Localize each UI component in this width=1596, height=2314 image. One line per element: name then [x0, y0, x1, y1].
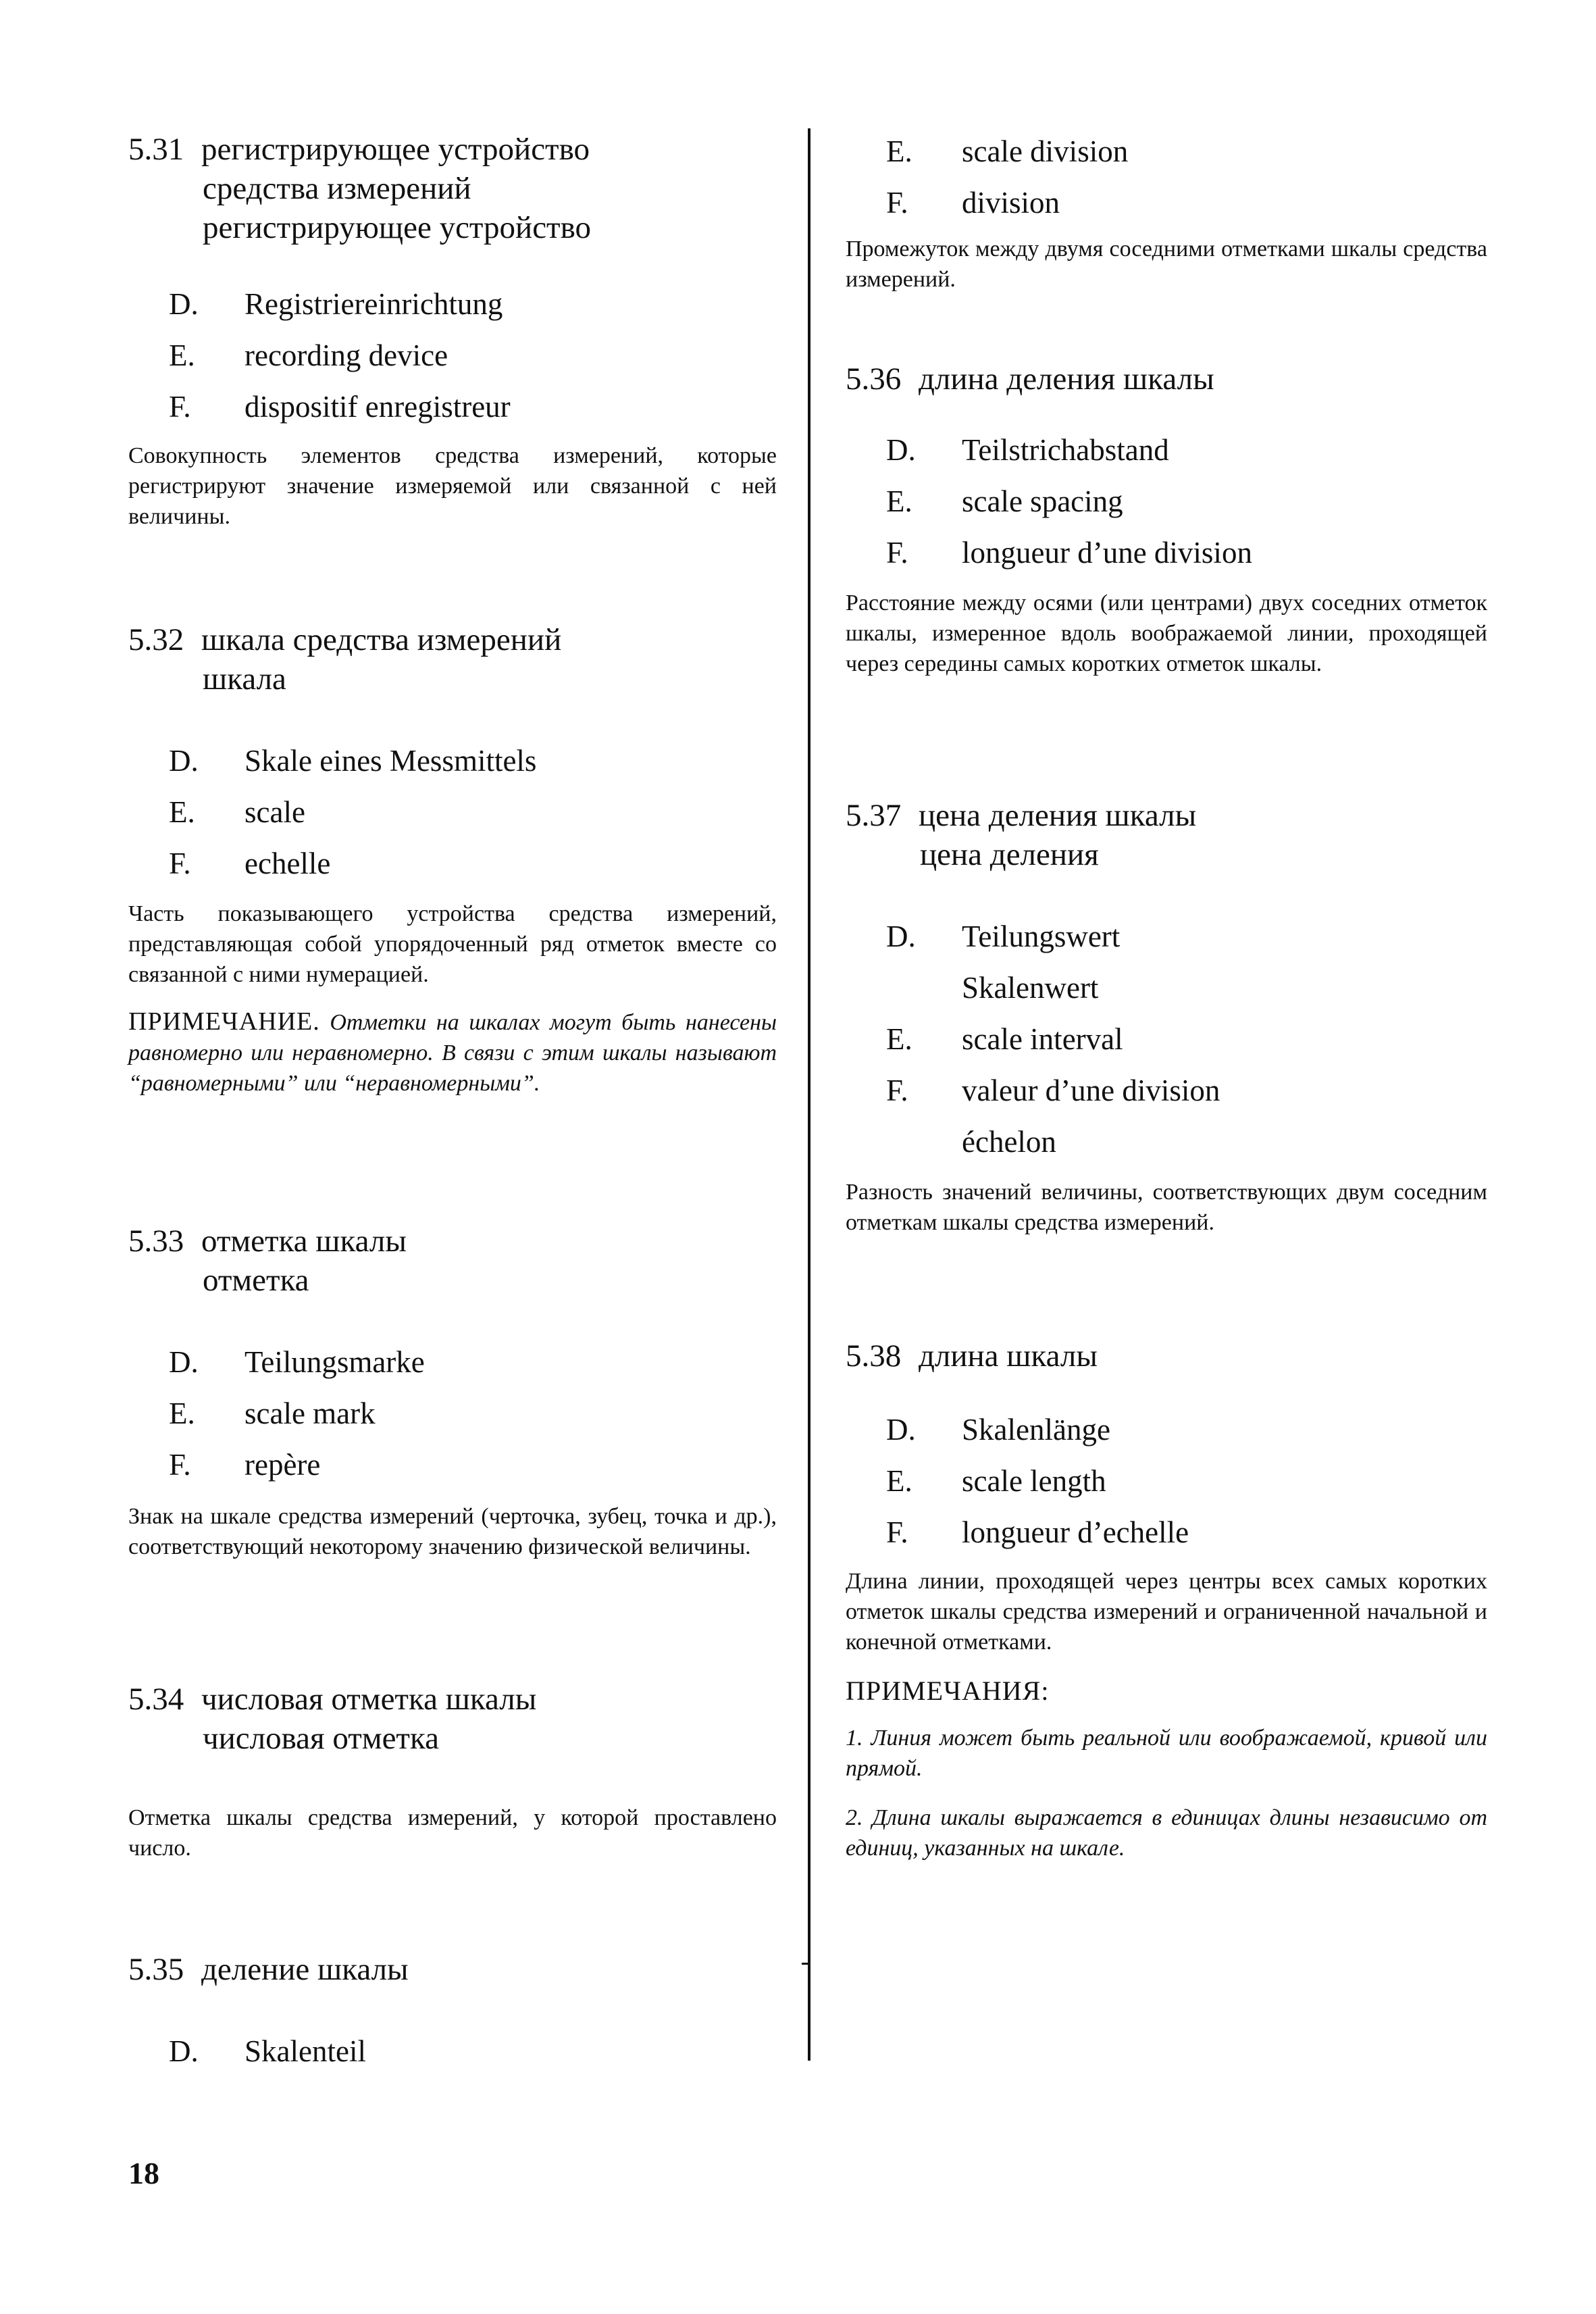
lang-label: D. [169, 2034, 199, 2068]
equivalent-text: Skalenwert [962, 971, 1099, 1005]
term-title: регистрирующее устройство [201, 132, 590, 167]
notes-heading: ПРИМЕЧАНИЯ: [846, 1676, 1050, 1706]
term-title: числовая отметка шкалы [201, 1682, 537, 1717]
note-heading: ПРИМЕЧАНИЕ. [128, 1007, 320, 1036]
equivalent-text: dispositif enregistreur [244, 390, 511, 424]
column-divider [808, 128, 810, 2061]
equivalent-de [128, 278, 777, 330]
term-title: цена деления шкалы [919, 798, 1197, 833]
term-title: деление шкалы [201, 1952, 409, 1987]
equivalent-fr [846, 1065, 1487, 1116]
equivalent-de [128, 1336, 777, 1388]
equivalent-fr-alt [846, 1116, 1487, 1167]
equivalent-text: repère [244, 1448, 321, 1482]
lang-label: F. [886, 536, 908, 570]
equivalent-en [846, 126, 1487, 177]
equivalent-text: division [962, 186, 1060, 220]
equivalents-5-38 [846, 1404, 1487, 1558]
term-entry-5-33 [128, 1222, 777, 1300]
equivalent-text: scale [244, 795, 305, 829]
equivalent-text: Registriereinrichtung [244, 287, 503, 321]
equivalents-5-36 [846, 424, 1487, 578]
lang-label: F. [169, 390, 191, 424]
term-heading [128, 1680, 777, 1719]
term-title: шкала средства измерений [201, 622, 562, 657]
equivalent-en [128, 786, 777, 838]
equivalent-fr [846, 527, 1487, 578]
term-number: 5.35 [128, 1952, 184, 1987]
term-entry-5-37 [846, 796, 1487, 874]
note-5-32 [128, 1007, 777, 1099]
term-heading [846, 796, 1487, 835]
equivalent-fr [846, 1507, 1487, 1558]
note-item-1: 1. Линия может быть реальной или воображаемой, кривой или прямой. [846, 1726, 1487, 1781]
note-item-2: 2. Длина шкалы выражается в единицах длины независимо от единиц, указанных на шкале. [846, 1805, 1487, 1861]
equivalent-text: valeur d’une division [962, 1074, 1220, 1107]
equivalents-5-35-continued [846, 126, 1487, 228]
definition-5-38: Длина линии, проходящей через центры всех самых коротких отметок шкалы средства измерений и ограниченной начальной и конечной отметками. [846, 1569, 1487, 1655]
lang-label: D. [886, 433, 916, 467]
definition-5-36: Расстояние между осями (или центрами) двух соседних отметок шкалы, измеренное вдоль воображаемой линии, проходящей через середины самых коротких отметок шкалы. [846, 590, 1487, 676]
equivalent-de [846, 424, 1487, 476]
equivalent-text: scale interval [962, 1022, 1123, 1056]
term-synonym: числовая отметка [203, 1721, 439, 1756]
lang-label: D. [886, 920, 916, 953]
lang-label: D. [886, 1413, 916, 1447]
lang-label: F. [886, 1074, 908, 1107]
equivalent-fr [128, 838, 777, 889]
equivalent-en [128, 330, 777, 381]
equivalent-de-alt [846, 962, 1487, 1013]
equivalent-de [846, 911, 1487, 962]
equivalent-text: recording device [244, 338, 448, 372]
term-number: 5.33 [128, 1224, 184, 1259]
term-entry-5-36 [846, 359, 1487, 399]
definition-5-34: Отметка шкалы средства измерений, у которой проставлено число. [128, 1805, 777, 1861]
term-entry-5-31 [128, 130, 777, 247]
equivalent-text: scale mark [244, 1397, 376, 1430]
definition-5-31: Совокупность элементов средства измерений, которые регистрируют значение измеряемой или связанной с ней величины. [128, 443, 777, 529]
lang-label: E. [886, 1464, 912, 1498]
equivalent-en [846, 1455, 1487, 1507]
term-number: 5.38 [846, 1338, 902, 1374]
lang-label: E. [169, 1397, 195, 1430]
term-synonym: отметка [203, 1263, 309, 1298]
definition-5-37: Разность значений величины, соответствующих двум соседним отметкам шкалы средства измерений. [846, 1180, 1487, 1235]
term-heading [128, 130, 777, 169]
equivalent-text: Teilungswert [962, 920, 1121, 953]
equivalent-text: scale division [962, 134, 1129, 168]
lang-label: E. [169, 338, 195, 372]
column-divider-tick [802, 1963, 810, 1965]
equivalent-de [128, 2026, 777, 2077]
term-number: 5.31 [128, 132, 184, 167]
term-number: 5.32 [128, 622, 184, 657]
term-title-continued: средства измерений [203, 171, 471, 206]
equivalent-en [128, 1388, 777, 1439]
term-title: длина шкалы [919, 1338, 1098, 1374]
equivalent-text: échelon [962, 1125, 1056, 1159]
term-heading [128, 1950, 777, 1989]
equivalent-fr [128, 381, 777, 432]
equivalent-text: longueur d’echelle [962, 1515, 1189, 1549]
equivalent-text: Teilstrichabstand [962, 433, 1169, 467]
equivalent-text: longueur d’une division [962, 536, 1252, 570]
equivalent-text: Skalenteil [244, 2034, 366, 2068]
lang-label: F. [886, 186, 908, 220]
equivalent-text: Skale eines Messmittels [244, 744, 537, 778]
definition-5-33: Знак на шкале средства измерений (черточка, зубец, точка и др.), соответствующий некоторому значению физической величины. [128, 1504, 777, 1559]
equivalent-en [846, 1013, 1487, 1065]
equivalent-de [846, 1404, 1487, 1455]
lang-label: E. [169, 795, 195, 829]
equivalent-en [846, 476, 1487, 527]
equivalents-5-37 [846, 911, 1487, 1167]
equivalents-5-31 [128, 278, 777, 432]
term-heading [128, 620, 777, 659]
term-entry-5-35 [128, 1950, 777, 1989]
equivalent-de [128, 735, 777, 786]
equivalent-text: echelle [244, 847, 331, 880]
term-entry-5-38 [846, 1336, 1487, 1376]
lang-label: E. [886, 134, 912, 168]
equivalent-fr [128, 1439, 777, 1490]
lang-label: E. [886, 1022, 912, 1056]
term-synonym: шкала [203, 661, 286, 697]
page-number: 18 [128, 2156, 159, 2190]
term-entry-5-32 [128, 620, 777, 699]
term-number: 5.36 [846, 361, 902, 397]
equivalents-5-33 [128, 1336, 777, 1490]
equivalent-text: scale length [962, 1464, 1106, 1498]
term-heading [846, 359, 1487, 399]
equivalents-5-32 [128, 735, 777, 889]
term-entry-5-34 [128, 1680, 777, 1758]
lang-label: F. [169, 847, 191, 880]
equivalent-text: Teilungsmarke [244, 1345, 425, 1379]
definition-5-32: Часть показывающего устройства средства измерений, представляющая собой упорядоченный ряд отметок вместе со связанной с ними нумерацией. [128, 901, 777, 987]
term-number: 5.34 [128, 1682, 184, 1717]
equivalent-text: Skalenlänge [962, 1413, 1110, 1447]
lang-label: E. [886, 484, 912, 518]
term-synonym: регистрирующее устройство [203, 210, 591, 245]
equivalents-5-35 [128, 2026, 777, 2077]
term-heading [128, 1222, 777, 1261]
term-synonym: цена деления [920, 837, 1099, 872]
term-heading [846, 1336, 1487, 1376]
definition-5-35: Промежуток между двумя соседними отметками шкалы средства измерений. [846, 236, 1487, 292]
lang-label: D. [169, 287, 199, 321]
equivalent-text: scale spacing [962, 484, 1123, 518]
term-title: длина деления шкалы [919, 361, 1214, 397]
term-number: 5.37 [846, 798, 902, 833]
lang-label: F. [169, 1448, 191, 1482]
term-title: отметка шкалы [201, 1224, 407, 1259]
lang-label: F. [886, 1515, 908, 1549]
lang-label: D. [169, 1345, 199, 1379]
note-text: Отметки на шкалах могут быть нанесены равномерно или неравномерно. В связи с этим шкалы называют “равномерными” или “неравномерными”. [128, 1010, 777, 1096]
lang-label: D. [169, 744, 199, 778]
equivalent-fr [846, 177, 1487, 228]
